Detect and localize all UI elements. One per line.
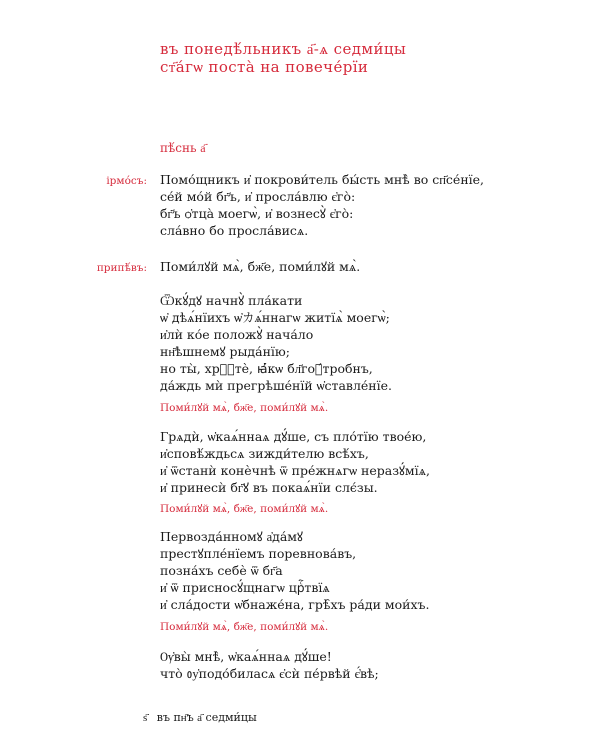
troparion-line: и҆ ѿ присносꙋ́щнагѡ црⷭ҇твїѧ	[160, 580, 330, 595]
troparion-line: и҆сповѣ́ждьсѧ зижди́телю всѣ́хъ,	[160, 446, 369, 461]
troparion-line: да́ждь мѝ прегрѣше́нїй ѡ҆ставле́нїе.	[160, 378, 392, 393]
troparion-line: Ѹ҆вы̀ мнѣ̀, ѡ҆каѧ́ннаѧ дꙋ́ше!	[160, 649, 332, 664]
irmos-line: сла́вно бо просла́висѧ.	[160, 223, 309, 238]
troparion-line: Первозда́нномꙋ а҆да́мꙋ	[160, 529, 303, 544]
troparion-line: что̀ ᲂу҆подо́биласѧ є҆сѝ пе́рвѣй є҆́вѣ;	[160, 666, 379, 681]
running-title: въ пн҃ъ а҃ седми́цы	[156, 711, 257, 724]
troparion-line: престꙋпле́нїемъ поревнова́въ,	[160, 546, 357, 561]
irmos-line: се́й мо́й бг҃ъ, и҆ просла́влю є҆го̀:	[160, 189, 356, 204]
troparion-3	[160, 528, 429, 613]
troparion-2	[160, 428, 430, 496]
ode-heading: пѣ́снь а҃	[160, 141, 206, 155]
troparion-line: Грѧдѝ, ѡ҆каѧ́ннаѧ дꙋ́ше, съ пло́тїю твое́ю,	[160, 429, 427, 444]
page-footer	[143, 711, 263, 724]
refrain-main-line: Поми́лꙋй мѧ̀, бж҃е, поми́лꙋй мѧ̀.	[160, 259, 361, 274]
irmos-line: Помо́щникъ и҆ покрови́тель бы́сть мнѣ̀ во сп҃се́нїе,	[160, 172, 485, 187]
irmos-label: ірмо́съ:	[106, 175, 147, 187]
troparion-1	[160, 292, 392, 394]
troparion-line: нн҃ѣшнемꙋ рыда́нїю;	[160, 344, 290, 359]
troparion-line: ѡ҆ дѣѧ́нїихъ ѡ҆カѧ́ннагѡ житїѧ̀ моегѡ̀;	[160, 310, 390, 325]
refrain-label: припѣ́въ:	[96, 262, 147, 274]
refrain-main-text	[160, 258, 360, 275]
refrain-short: Поми́лꙋй мѧ̀, бж҃е, поми́лꙋй мѧ̀.	[160, 402, 329, 414]
troparion-line: и҆ принесѝ бг҃ꙋ въ покаѧ́нїи слє́зы.	[160, 480, 378, 495]
troparion-line: и҆ сла́дости ѡ҆бнаже́на, грѣ̑хъ ра́ди мои́хъ.	[160, 597, 430, 612]
refrain-short: Поми́лꙋй мѧ̀, бж҃е, поми́лꙋй мѧ̀.	[160, 621, 329, 633]
irmos-text	[160, 171, 484, 239]
troparion-line: Ѿкꙋ́дꙋ начнꙋ̀ пла́кати	[160, 293, 303, 308]
troparion-line: но ты̀, хрⷭ҇тѐ, ꙗ҆́кѡ бл҃гоꙋ́тробнъ,	[160, 361, 373, 376]
refrain-short: Поми́лꙋй мѧ̀, бж҃е, поми́лꙋй мѧ̀.	[160, 503, 329, 515]
irmos-line: бг҃ъ ѻ҆тца̀ моегѡ̀, и҆ вознесꙋ̀ є҆го̀:	[160, 206, 354, 221]
page-title	[160, 40, 406, 76]
troparion-line: позна́хъ себѐ ѿ бг҃а	[160, 563, 283, 578]
title-line-1: въ понедѣ́льникъ а҃-ѧ седми́цы	[160, 40, 407, 58]
troparion-4	[160, 648, 379, 682]
troparion-line: и҆лѝ ко́е положꙋ̀ нача́ло	[160, 327, 314, 342]
title-line-2: ст҃а́гѡ поста̀ на повече́рїи	[160, 58, 369, 76]
page-number: ѕ҃	[143, 711, 148, 724]
troparion-line: и҆ ѿстанѝ конѐчнѣ ѿ пре́жнѧгѡ неразꙋ́мїѧ,	[160, 463, 430, 478]
